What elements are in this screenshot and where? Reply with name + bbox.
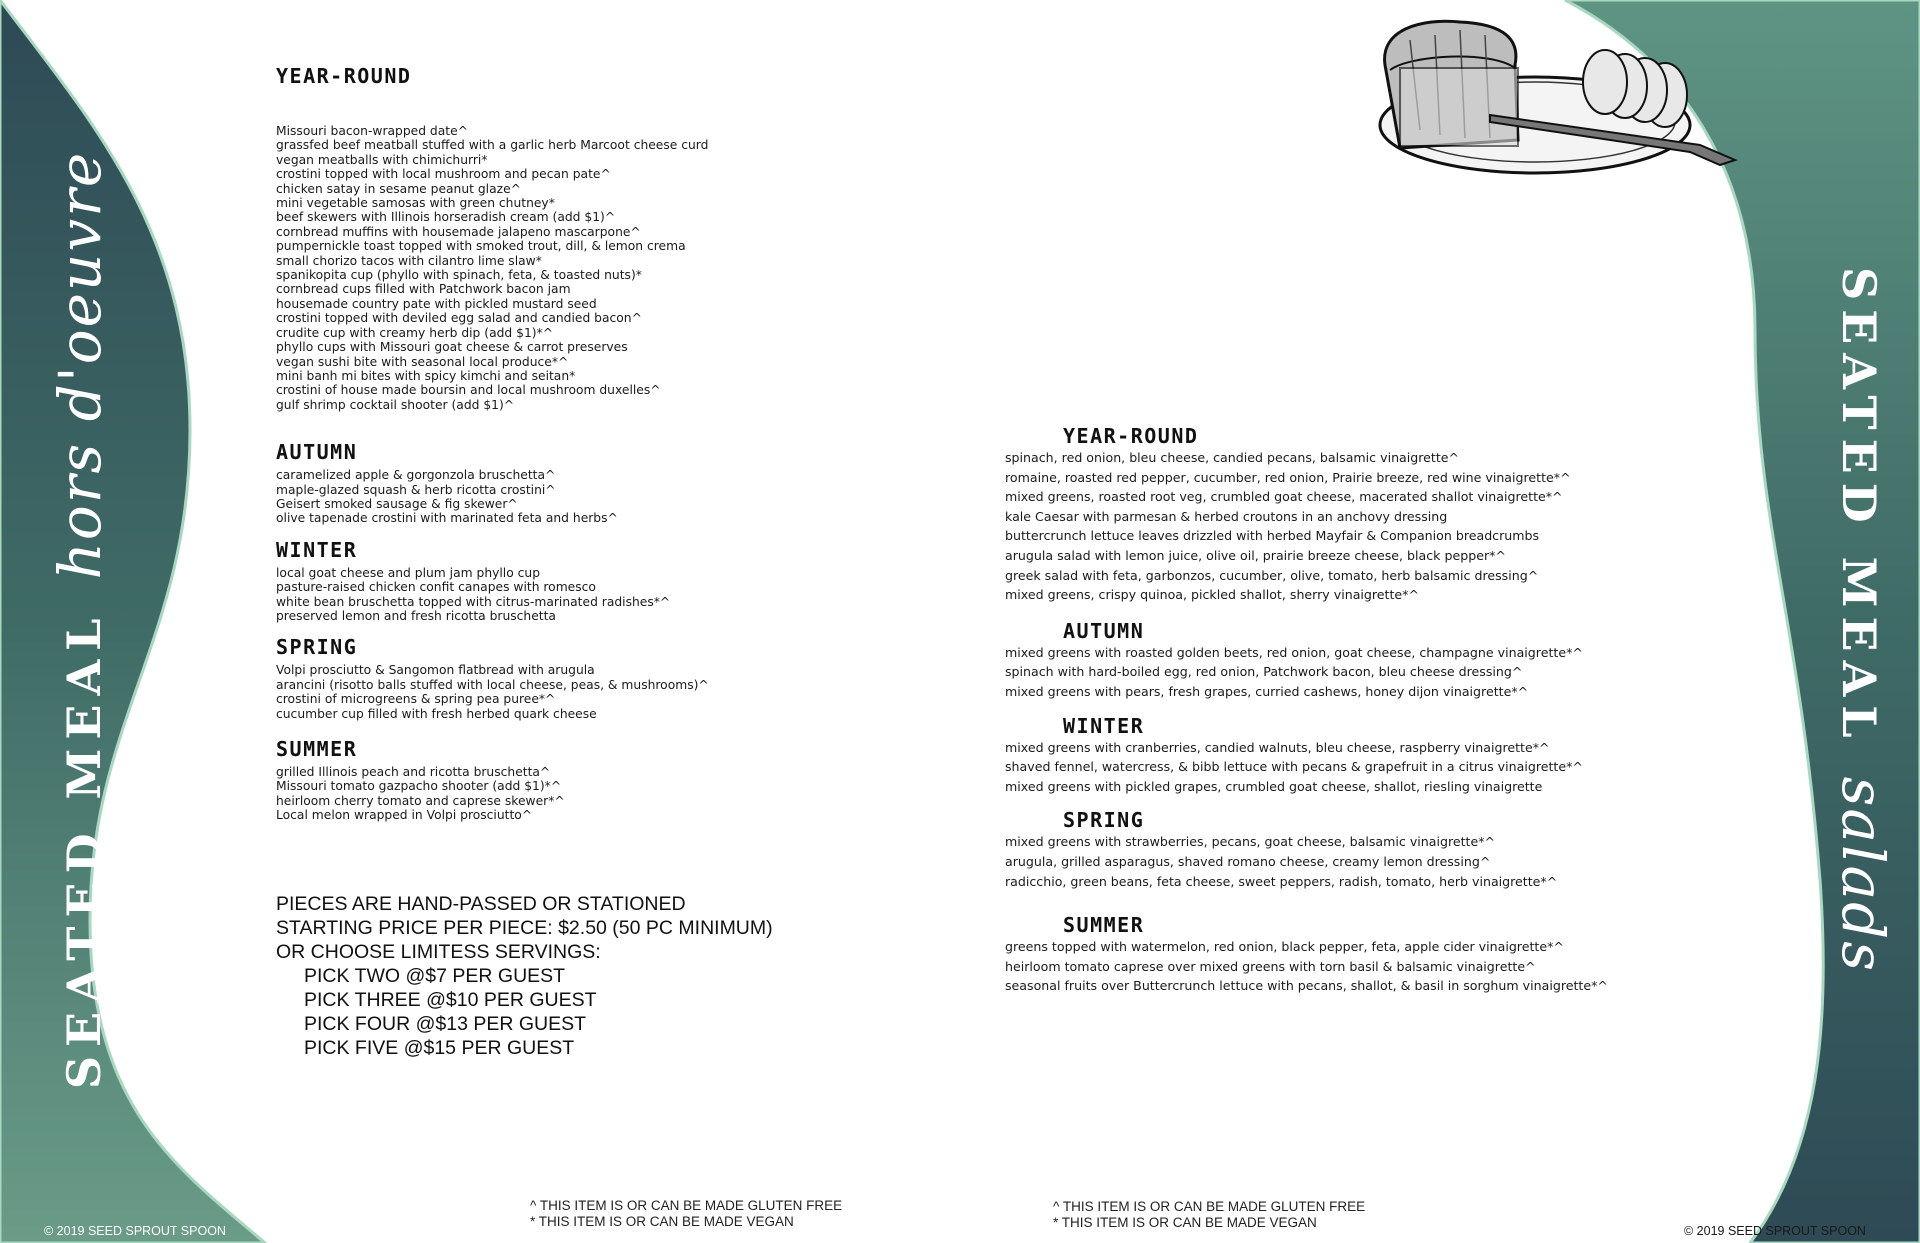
list-item: spanikopita cup (phyllo with spinach, feta, & toasted nuts)* (276, 268, 642, 283)
list-item: Geisert smoked sausage & fig skewer^ (276, 496, 518, 511)
list-item: maple-glazed squash & herb ricotta crostini^ (276, 482, 556, 497)
list-item: cornbread muffins with housemade jalapeno mascarpone^ (276, 224, 641, 239)
section-heading-summer: SUMMER (1063, 913, 1145, 938)
list-item: radicchio, green beans, feta cheese, sweet peppers, radish, tomato, herb vinaigrette*^ (1005, 873, 1558, 889)
list-item: cucumber cup filled with fresh herbed quark cheese (276, 706, 597, 721)
list-item: mixed greens with pickled grapes, crumbled goat cheese, shallot, riesling vinaigrette (1005, 778, 1543, 794)
list-item: arugula, grilled asparagus, shaved romano cheese, creamy lemon dressing^ (1005, 853, 1491, 869)
section-heading-summer: SUMMER (276, 737, 358, 761)
list-item: gulf shrimp cocktail shooter (add $1)^ (276, 397, 515, 412)
list-item: spinach with hard-boiled egg, red onion, Patchwork bacon, bleu cheese dressing^ (1005, 664, 1523, 680)
list-item: housemade country pate with pickled mustard seed (276, 296, 597, 311)
list-item: caramelized apple & gorgonzola bruschetta^ (276, 468, 556, 483)
list-item: mini vegetable samosas with green chutney* (276, 196, 555, 211)
list-item: pumpernickle toast topped with smoked trout, dill, & lemon crema (276, 239, 686, 254)
list-item: shaved fennel, watercress, & bibb lettuce with pecans & grapefruit in a citrus vinaigrette*^ (1005, 759, 1583, 775)
legend-gluten-free: ^ THIS ITEM IS OR CAN BE MADE GLUTEN FREE (530, 1198, 843, 1213)
list-item: mixed greens, crispy quinoa, pickled shallot, sherry vinaigrette*^ (1005, 587, 1420, 603)
list-item: greek salad with feta, garbonzos, cucumber, olive, tomato, herb balsamic dressing^ (1005, 567, 1539, 583)
pricing-line: STARTING PRICE PER PIECE: $2.50 (50 PC MINIMUM) (276, 917, 773, 939)
list-item: local goat cheese and plum jam phyllo cup (276, 565, 541, 580)
list-item: mixed greens with roasted golden beets, red onion, goat cheese, champagne vinaigrette*^ (1005, 644, 1583, 660)
list-item: preserved lemon and fresh ricotta bruschetta (276, 608, 556, 623)
list-item: buttercrunch lettuce leaves drizzled with herbed Mayfair & Companion breadcrumbs (1005, 528, 1540, 544)
autumn-list (276, 468, 1016, 526)
list-item: crostini of microgreens & spring pea puree*^ (276, 692, 556, 707)
list-item: white bean bruschetta topped with citrus-marinated radishes*^ (276, 594, 671, 609)
list-item: phyllo cups with Missouri goat cheese & carrot preserves (276, 340, 628, 355)
list-item: mixed greens, roasted root veg, crumbled goat cheese, macerated shallot vinaigrette*^ (1005, 489, 1563, 505)
winter-list (276, 566, 1016, 624)
list-item: mixed greens with strawberries, pecans, goat cheese, balsamic vinaigrette*^ (1005, 834, 1496, 850)
list-item: mini banh mi bites with spicy kimchi and seitan* (276, 368, 576, 383)
salad-year-round-list (1005, 448, 1705, 605)
section-heading-autumn: AUTUMN (1063, 618, 1145, 643)
legend-gluten-free: ^ THIS ITEM IS OR CAN BE MADE GLUTEN FREE (1053, 1199, 1366, 1214)
pricing-option: PICK THREE @$10 PER GUEST (304, 989, 597, 1011)
section-heading-winter: WINTER (1063, 713, 1145, 738)
list-item: kale Caesar with parmesan & herbed croutons in an anchovy dressing (1005, 508, 1448, 524)
list-item: pasture-raised chicken confit canapes with romesco (276, 580, 596, 595)
list-item: grilled Illinois peach and ricotta bruschetta^ (276, 765, 551, 779)
list-item: heirloom tomato caprese over mixed greens with torn basil & balsamic vinaigrette^ (1005, 958, 1536, 974)
list-item: Local melon wrapped in Volpi prosciutto^ (276, 808, 533, 823)
left-title-main: SEATED MEAL (57, 609, 111, 1090)
right-vertical-title (1829, 267, 1897, 973)
section-heading-winter: WINTER (276, 537, 358, 562)
pricing-block (276, 892, 773, 1060)
list-item: greens topped with watermelon, red onion, black pepper, feta, apple cider vinaigrette*^ (1005, 939, 1564, 955)
list-item: romaine, roasted red pepper, cucumber, red onion, Prairie breeze, red wine vinaigrette*^ (1005, 469, 1571, 485)
list-item: small chorizo tacos with cilantro lime slaw* (276, 253, 542, 268)
pricing-line: PIECES ARE HAND-PASSED OR STATIONED (276, 893, 686, 915)
bread-loaf-on-board-icon (1340, 10, 1740, 180)
list-item: mixed greens with pears, fresh grapes, curried cashews, honey dijon vinaigrette*^ (1005, 683, 1529, 699)
list-item: grassfed beef meatball stuffed with a garlic herb Marcoot cheese curd (276, 138, 709, 153)
pricing-option: PICK TWO @$7 PER GUEST (304, 965, 566, 987)
spring-list (276, 663, 1016, 721)
list-item: vegan meatballs with chimichurri* (276, 152, 488, 167)
list-item: spinach, red onion, bleu cheese, candied pecans, balsamic vinaigrette^ (1005, 450, 1460, 465)
section-heading-year-round: YEAR-ROUND (276, 64, 412, 88)
list-item: Missouri bacon-wrapped date^ (276, 124, 468, 138)
legend-vegan: * THIS ITEM IS OR CAN BE MADE VEGAN (530, 1214, 794, 1229)
right-legend (1053, 1199, 1365, 1231)
left-title-sub: hors d'oeuvre (46, 150, 114, 580)
salad-autumn-list (1005, 643, 1705, 702)
pricing-option: PICK FOUR @$13 PER GUEST (304, 1013, 587, 1035)
salad-winter-list (1005, 738, 1705, 797)
section-heading-year-round: YEAR-ROUND (1063, 424, 1199, 448)
section-heading-spring: SPRING (1063, 808, 1145, 833)
left-legend (530, 1198, 842, 1230)
hors-doeuvre-menu (276, 64, 1016, 823)
list-item: Volpi prosciutto & Sangomon flatbread with arugula (276, 663, 595, 678)
list-item: olive tapenade crostini with marinated feta and herbs^ (276, 511, 618, 526)
list-item: seasonal fruits over Buttercrunch lettuce with pecans, shallot, & basil in sorghum vinaigrette*^ (1005, 978, 1608, 994)
list-item: beef skewers with Illinois horseradish cream (add $1)^ (276, 210, 616, 225)
pricing-option: PICK FIVE @$15 PER GUEST (304, 1037, 575, 1059)
list-item: mixed greens with cranberries, candied walnuts, bleu cheese, raspberry vinaigrette*^ (1005, 739, 1550, 755)
right-title-sub: salads (1829, 776, 1897, 974)
salad-summer-list (1005, 937, 1705, 996)
list-item: crostini topped with deviled egg salad and candied bacon^ (276, 311, 642, 326)
legend-vegan: * THIS ITEM IS OR CAN BE MADE VEGAN (1053, 1215, 1317, 1230)
year-round-list (276, 124, 1016, 412)
list-item: vegan sushi bite with seasonal local produce*^ (276, 354, 569, 369)
list-item: Missouri tomato gazpacho shooter (add $1)*^ (276, 779, 562, 794)
right-copyright: © 2019 SEED SPROUT SPOON (1684, 1224, 1866, 1238)
left-vertical-title (46, 151, 114, 1089)
summer-list (276, 765, 1016, 823)
list-item: crostini of house made boursin and local mushroom duxelles^ (276, 383, 661, 398)
salads-menu (1005, 424, 1705, 996)
left-copyright: © 2019 SEED SPROUT SPOON (44, 1224, 226, 1238)
section-heading-spring: SPRING (276, 635, 358, 660)
pricing-line: OR CHOOSE LIMITESS SERVINGS: (276, 941, 601, 963)
salad-spring-list (1005, 832, 1705, 891)
section-heading-autumn: AUTUMN (276, 440, 358, 465)
list-item: arugula salad with lemon juice, olive oil, prairie breeze cheese, black pepper*^ (1005, 547, 1506, 563)
list-item: cornbread cups filled with Patchwork bacon jam (276, 282, 571, 297)
list-item: heirloom cherry tomato and caprese skewer*^ (276, 793, 565, 808)
list-item: crudite cup with creamy herb dip (add $1)*^ (276, 325, 554, 340)
right-title-main: SEATED MEAL (1832, 266, 1886, 747)
list-item: chicken satay in sesame peanut glaze^ (276, 181, 521, 196)
list-item: crostini topped with local mushroom and pecan pate^ (276, 167, 611, 182)
list-item: arancini (risotto balls stuffed with local cheese, peas, & mushrooms)^ (276, 677, 709, 692)
left-wave-panel (0, 0, 265, 1243)
